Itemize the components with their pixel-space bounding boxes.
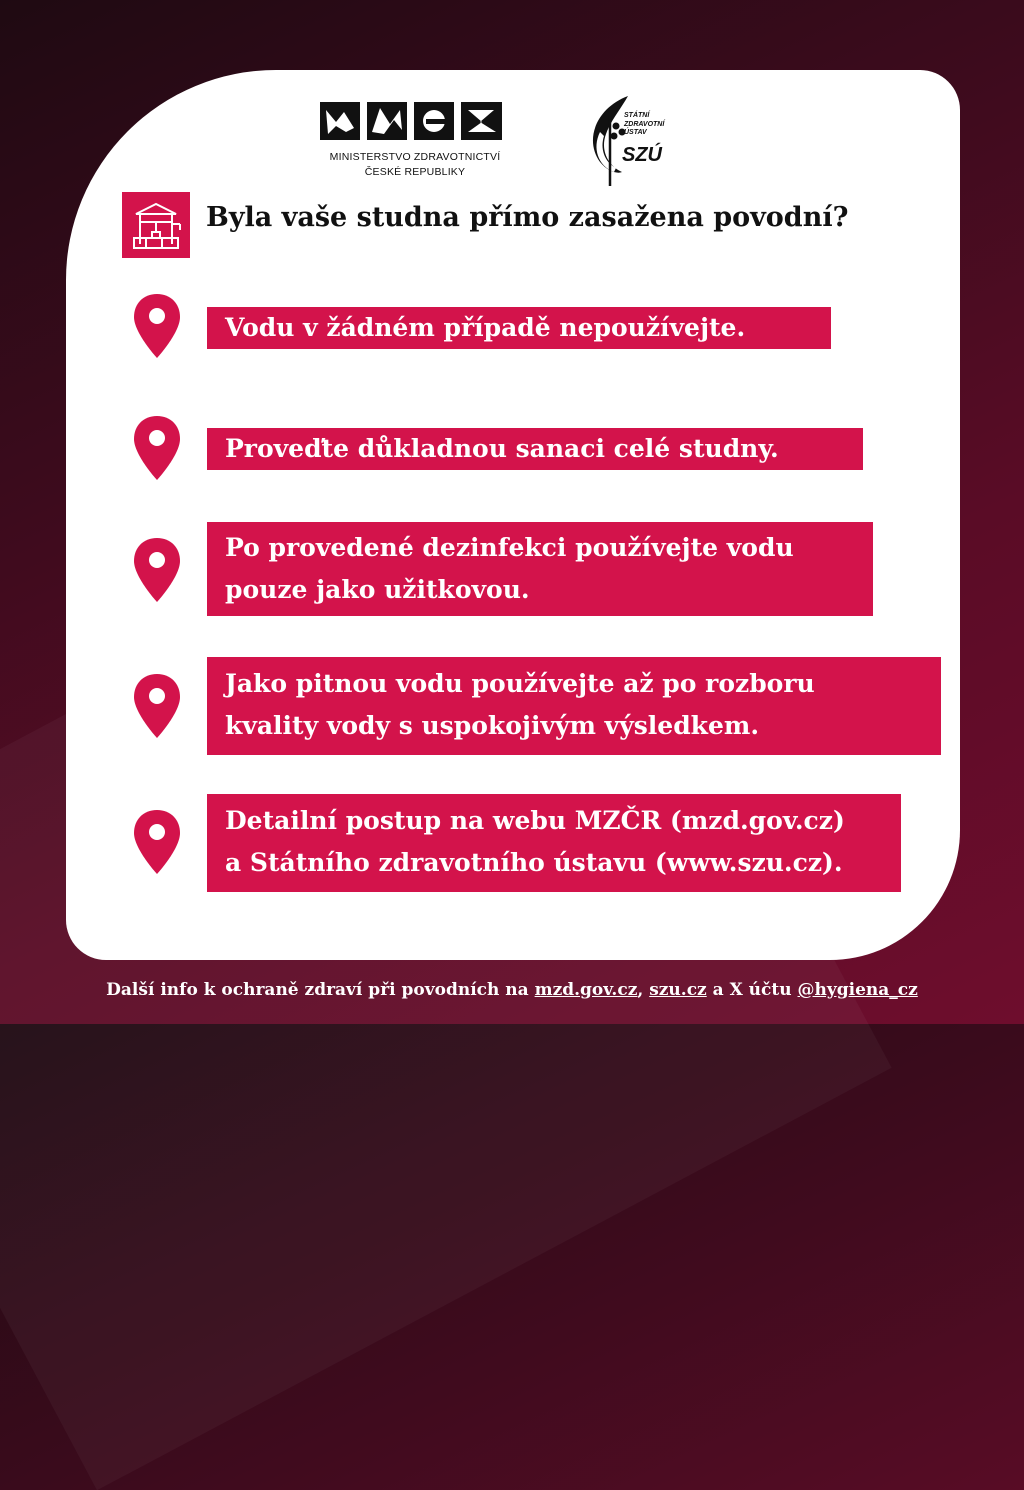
list-item-text: a Státního zdravotního ústavu (www.szu.cz).	[225, 848, 843, 877]
szu-logo-mark	[578, 92, 688, 188]
list-item	[207, 657, 941, 755]
szu-abbreviation: SZÚ	[622, 144, 662, 166]
mzcr-line2: ČESKÉ REPUBLIKY	[364, 166, 466, 178]
list-item	[207, 307, 831, 349]
szu-line2: ZDRAVOTNÍ	[624, 120, 665, 128]
footer-note	[0, 980, 1024, 1000]
mzcr-logo-mark	[320, 102, 502, 140]
well-icon	[122, 192, 190, 258]
list-item-text: Vodu v žádném případě nepoužívejte.	[225, 313, 746, 342]
list-item-text: kvality vody s uspokojivým výsledkem.	[225, 711, 760, 740]
mzcr-line1: MINISTERSTVO ZDRAVOTNICTVÍ	[329, 151, 501, 163]
footer-separator: ,	[637, 980, 650, 1000]
list-item-text: pouze jako užitkovou.	[225, 575, 530, 604]
list-item	[207, 794, 901, 892]
list-item	[207, 428, 863, 470]
szu-logo-text	[624, 112, 664, 138]
list-item-text: Detailní postup na webu MZČR (mzd.gov.cz)	[225, 806, 845, 835]
szu-line1: STÁTNÍ	[624, 112, 650, 119]
location-pin-icon	[131, 672, 183, 740]
mzcr-logo	[320, 102, 510, 180]
list-item	[207, 522, 873, 616]
page-title: Byla vaše studna přímo zasažena povodní?	[206, 202, 849, 233]
location-pin-icon	[131, 292, 183, 360]
link-hygiena[interactable]: @hygiena_cz	[797, 980, 918, 1000]
mzcr-logo-text	[320, 150, 510, 180]
location-pin-icon	[131, 536, 183, 604]
footer-prefix: Další info k ochraně zdraví při povodních na	[106, 980, 535, 1000]
szu-line3: ÚSTAV	[624, 129, 647, 136]
location-pin-icon	[131, 414, 183, 482]
list-item-text: Proveďte důkladnou sanaci celé studny.	[225, 434, 779, 463]
link-mzd[interactable]: mzd.gov.cz	[534, 980, 638, 1000]
footer-separator: a X účtu	[706, 980, 798, 1000]
list-item-text: Jako pitnou vodu používejte až po rozboru	[225, 669, 815, 698]
szu-logo	[578, 92, 688, 188]
list-item-text: Po provedené dezinfekci používejte vodu	[225, 533, 794, 562]
location-pin-icon	[131, 808, 183, 876]
link-szu[interactable]: szu.cz	[649, 980, 707, 1000]
